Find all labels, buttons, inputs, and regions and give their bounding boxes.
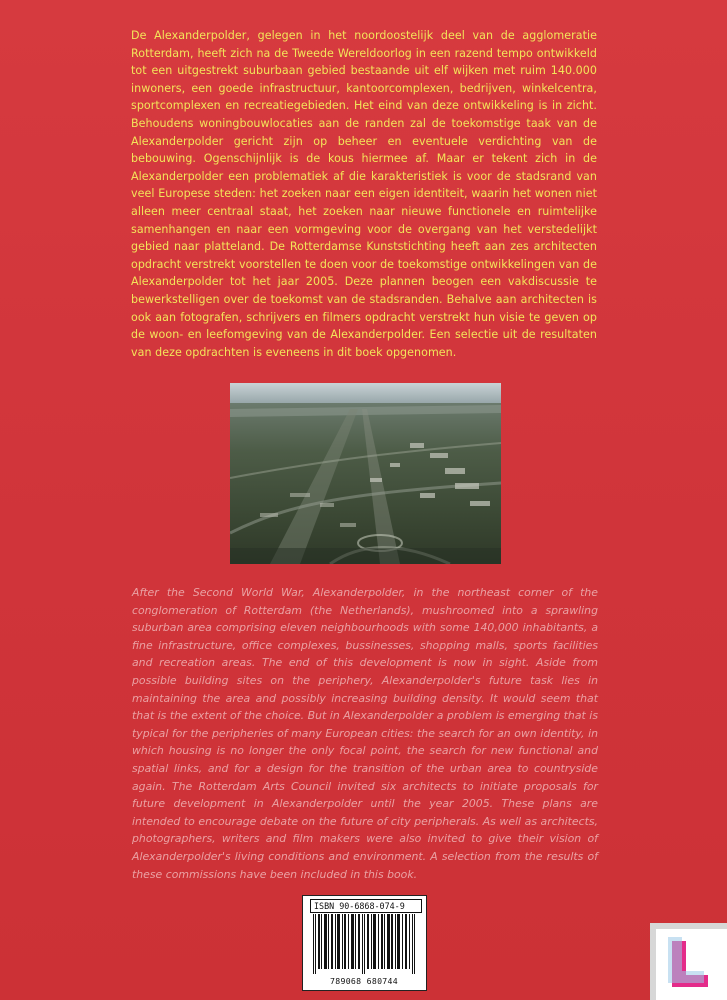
ean-number: 789068 680744	[330, 976, 398, 986]
dutch-paragraph: De Alexanderpolder, gelegen in het noordoostelijk deel van de agglomeratie Rotterdam, heeft zich na de Tweede Wereldoorlog in een razend tempo ontwikkeld tot een uitgestrekt suburbaan gebied bestaande uit elf wijken met ruim 140.000 inwoners, een goede infrastructuur, kantoorcomplexen, bedrijven, winkelcentra, sportcomplexen en recreatiegebieden. Het eind van deze ontwikkeling is in zicht. Behoudens woningbouwlocaties aan de randen zal de toekomstige taak van de Alexanderpolder gericht zijn op beheer en eventuele verdichting van de bebouwing. Ogenschijnlijk is de kous hiermee af. Maar er tekent zich in de Alexanderpolder een problematiek af die karakteristiek is voor de stadsrand van veel Europese steden: het zoeken naar een eigen identiteit, waarin het wonen niet alleen meer centraal staat, het zoeken naar nieuwe functionele en ruimtelijke samenhangen en naar een vormgeving voor de overgang van het verstedelijkt gebied naar platteland. De Rotterdamse Kunststichting heeft aan zes architecten opdracht verstrekt voorstellen te doen voor de toekomstige ontwikkelingen van de Alexanderpolder tot het jaar 2005. Deze plannen beogen een vakdiscussie te bewerkstelligen over de toekomst van de stadsranden. Behalve aan architecten is ook aan fotografen, schrijvers en filmers opdracht verstrekt hun visie te geven op de woon- en leefomgeving van de Alexanderpolder. Een selectie uit de resultaten van deze opdrachten is eveneens in dit boek opgenomen.	[131, 29, 597, 359]
aerial-photo-image	[230, 383, 501, 564]
dutch-blurb	[131, 27, 597, 361]
isbn-label: ISBN 90-6868-074-9	[310, 899, 422, 913]
english-paragraph: After the Second World War, Alexanderpolder, in the northeast corner of the conglomeration of Rotterdam (the Netherlands), mushroomed into a sprawling suburban area comprising eleven neighbourhoods with some 140,000 inhabitants, a fine infrastructure, office complexes, bussinesses, shopping malls, sports facilities and recreation areas. The end of this development is now in sight. Aside from possible building sites on the periphery, Alexanderpolder's future task lies in maintaining the area and possibly increasing building density. It would seem that that is the extent of the choice. But in Alexanderpolder a problem is emerging that is typical for the peripheries of many European cities: the search for an own identity, in which housing is no longer the only focal point, the search for new functional and spatial links, and for a design for the transition of the urban area to countryside again. The Rotterdam Arts Council invited six architects to initiate proposals for future development in Alexanderpolder until the year 2005. These plans are intended to encourage debate on the future of city peripherals. As well as architects, photographers, writers and film makers were also invited to give their vision of Alexanderpolder's living conditions and environment. A selection from the results of these commissions have been included in this book.	[132, 586, 598, 881]
english-blurb	[132, 584, 598, 883]
barcode-icon	[311, 914, 419, 974]
watermark-logo	[650, 923, 727, 1000]
aerial-photo	[230, 383, 501, 564]
